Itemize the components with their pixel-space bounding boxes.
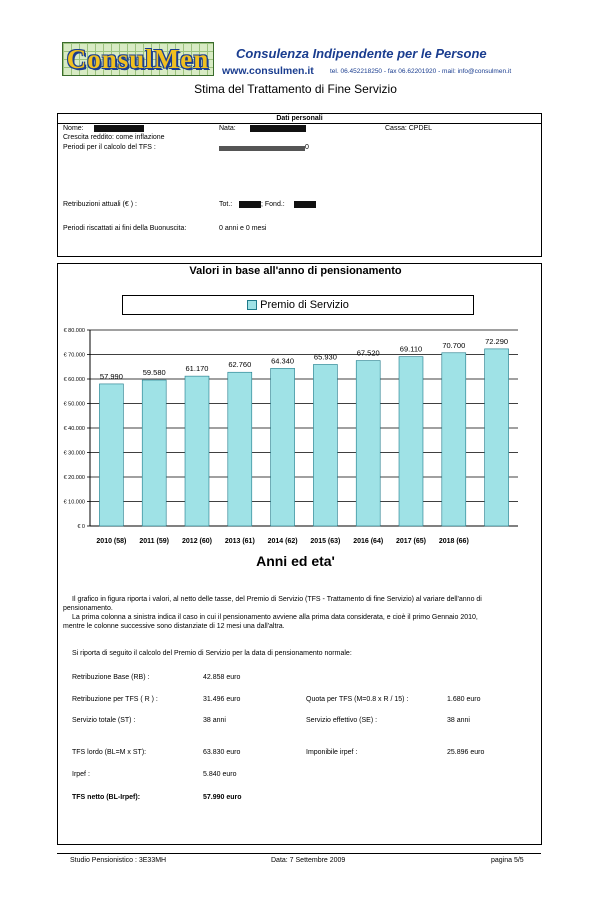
y-tick-label: € 50.000 — [63, 401, 85, 408]
y-tick-label: € 60.000 — [63, 377, 85, 383]
paragraph-2-line-1: La prima colonna a sinistra indica il caso in cui il pensionamento avviene alla prima data considerata, e cioè il primo Gennaio 2010, — [72, 614, 478, 621]
data-label: 64.340 — [271, 356, 295, 366]
brand-title: Consulenza Indipendente per le Persone — [236, 46, 487, 61]
legend-label: Premio di Servizio — [260, 299, 349, 311]
tfs-quota-label: Quota per TFS (M=0.8 x R / 15) : — [306, 696, 409, 703]
total-service-label: Servizio totale (ST) : — [72, 717, 136, 724]
x-tick-label: 2015 (63) — [310, 538, 341, 545]
tfs-salary-value: 31.496 euro — [203, 696, 241, 703]
data-label: 67.520 — [356, 348, 380, 358]
name-label: Nome: — [63, 125, 84, 132]
gross-tfs-value: 63.830 euro — [203, 749, 241, 756]
x-tick-label: 2017 (65) — [396, 538, 426, 545]
contact-info: tel. 06.452218250 - fax 06.62201920 - mail: info@consulmen.it — [330, 68, 512, 75]
data-label: 65.930 — [313, 352, 337, 362]
x-tick-label: 2013 (61) — [224, 538, 255, 545]
x-tick-label: 2010 (58) — [96, 538, 127, 545]
logo-text: ConsulMen — [66, 43, 210, 74]
y-tick-label: € 40.000 — [63, 426, 85, 432]
website-link[interactable]: www.consulmen.it — [222, 65, 314, 77]
paragraph-1-line-1: Il grafico in figura riporta i valori, al netto delle tasse, del Premio di Servizio (TFS - Trattamento di fine Servizio) al variare dell'anno di — [72, 596, 482, 603]
bar — [313, 364, 337, 526]
x-tick-label: 2014 (62) — [267, 538, 298, 545]
footer-study: Studio Pensionistico : 3E33MH — [70, 857, 167, 864]
data-label: 69.110 — [399, 344, 423, 354]
paragraph-3: Si riporta di seguito il calcolo del Premio di Servizio per la data di pensionamento normale: — [72, 650, 352, 657]
taxable-label: Imponibile irpef : — [306, 749, 358, 756]
base-salary-value: 42.858 euro — [203, 674, 241, 681]
net-tfs-label: TFS netto (BL-Irpef): — [72, 794, 141, 801]
footer-page: pagina 5/5 — [491, 857, 524, 864]
x-tick-label: 2016 (64) — [353, 538, 384, 545]
page-title: Stima del Trattamento di Fine Servizio — [194, 82, 397, 96]
personal-data-title: Dati personali — [58, 114, 541, 124]
irpef-label: Irpef : — [72, 771, 90, 778]
bar — [185, 376, 209, 526]
x-axis-title: Anni ed eta' — [256, 553, 335, 569]
footer-divider — [57, 853, 541, 854]
bar — [99, 384, 123, 526]
bar — [356, 361, 380, 526]
effective-service-value: 38 anni — [447, 717, 470, 724]
data-label: 59.580 — [142, 368, 166, 378]
fond-label: ; Fond.: — [261, 201, 285, 208]
periods-value-suffix: 0 — [305, 144, 309, 151]
y-tick-label: € 20.000 — [63, 475, 85, 481]
x-tick-label: 2018 (66) — [438, 538, 469, 545]
chart-title: Valori in base all'anno di pensionamento — [189, 265, 402, 277]
data-label: 72.290 — [485, 336, 509, 346]
total-service-value: 38 anni — [203, 717, 226, 724]
periods-label: Periodi per il calcolo del TFS : — [63, 144, 156, 151]
footer-date: Data: 7 Settembre 2009 — [271, 857, 346, 864]
retributions-label: Retribuzioni attuali (€ ) : — [63, 201, 137, 208]
bar — [399, 357, 423, 526]
income-growth: Crescita reddito: come inflazione — [63, 134, 165, 141]
bar — [228, 372, 252, 526]
bar — [442, 353, 466, 526]
y-tick-label: € 0 — [77, 524, 85, 530]
irpef-value: 5.840 euro — [203, 771, 237, 778]
y-tick-label: € 30.000 — [63, 450, 85, 457]
paragraph-2-line-2: mentre le colonne successive sono distanziate di 12 mesi una dall'altra. — [63, 623, 285, 630]
paragraph-1-line-2: pensionamento. — [63, 605, 113, 612]
data-label: 70.700 — [442, 340, 466, 350]
gross-tfs-label: TFS lordo (BL=M x ST): — [72, 749, 147, 756]
data-label: 61.170 — [185, 364, 209, 374]
x-tick-label: 2012 (60) — [182, 538, 212, 545]
bar — [485, 349, 509, 526]
tot-label: Tot.: — [219, 201, 233, 208]
tfs-quota-value: 1.680 euro — [447, 696, 481, 703]
bar — [142, 380, 166, 526]
net-tfs-value: 57.990 euro — [203, 794, 242, 801]
redeemed-periods-value: 0 anni e 0 mesi — [219, 225, 267, 232]
redeemed-periods-label: Periodi riscattati ai fini della Buonuscita: — [63, 225, 187, 232]
bar — [271, 368, 295, 526]
y-tick-label: € 70.000 — [63, 352, 85, 359]
x-tick-label: 2011 (59) — [139, 538, 169, 545]
effective-service-label: Servizio effettivo (SE) : — [306, 717, 378, 724]
data-label: 62.760 — [228, 360, 252, 370]
y-tick-label: € 80.000 — [63, 328, 85, 334]
taxable-value: 25.896 euro — [447, 749, 485, 756]
base-salary-label: Retribuzione Base (RB) : — [72, 674, 150, 681]
data-label: 57.990 — [99, 371, 123, 381]
cassa-value: Cassa: CPDEL — [385, 125, 433, 132]
y-tick-label: € 10.000 — [63, 499, 85, 506]
born-label: Nata: — [219, 125, 236, 132]
tfs-salary-label: Retribuzione per TFS ( R ) : — [72, 696, 158, 703]
